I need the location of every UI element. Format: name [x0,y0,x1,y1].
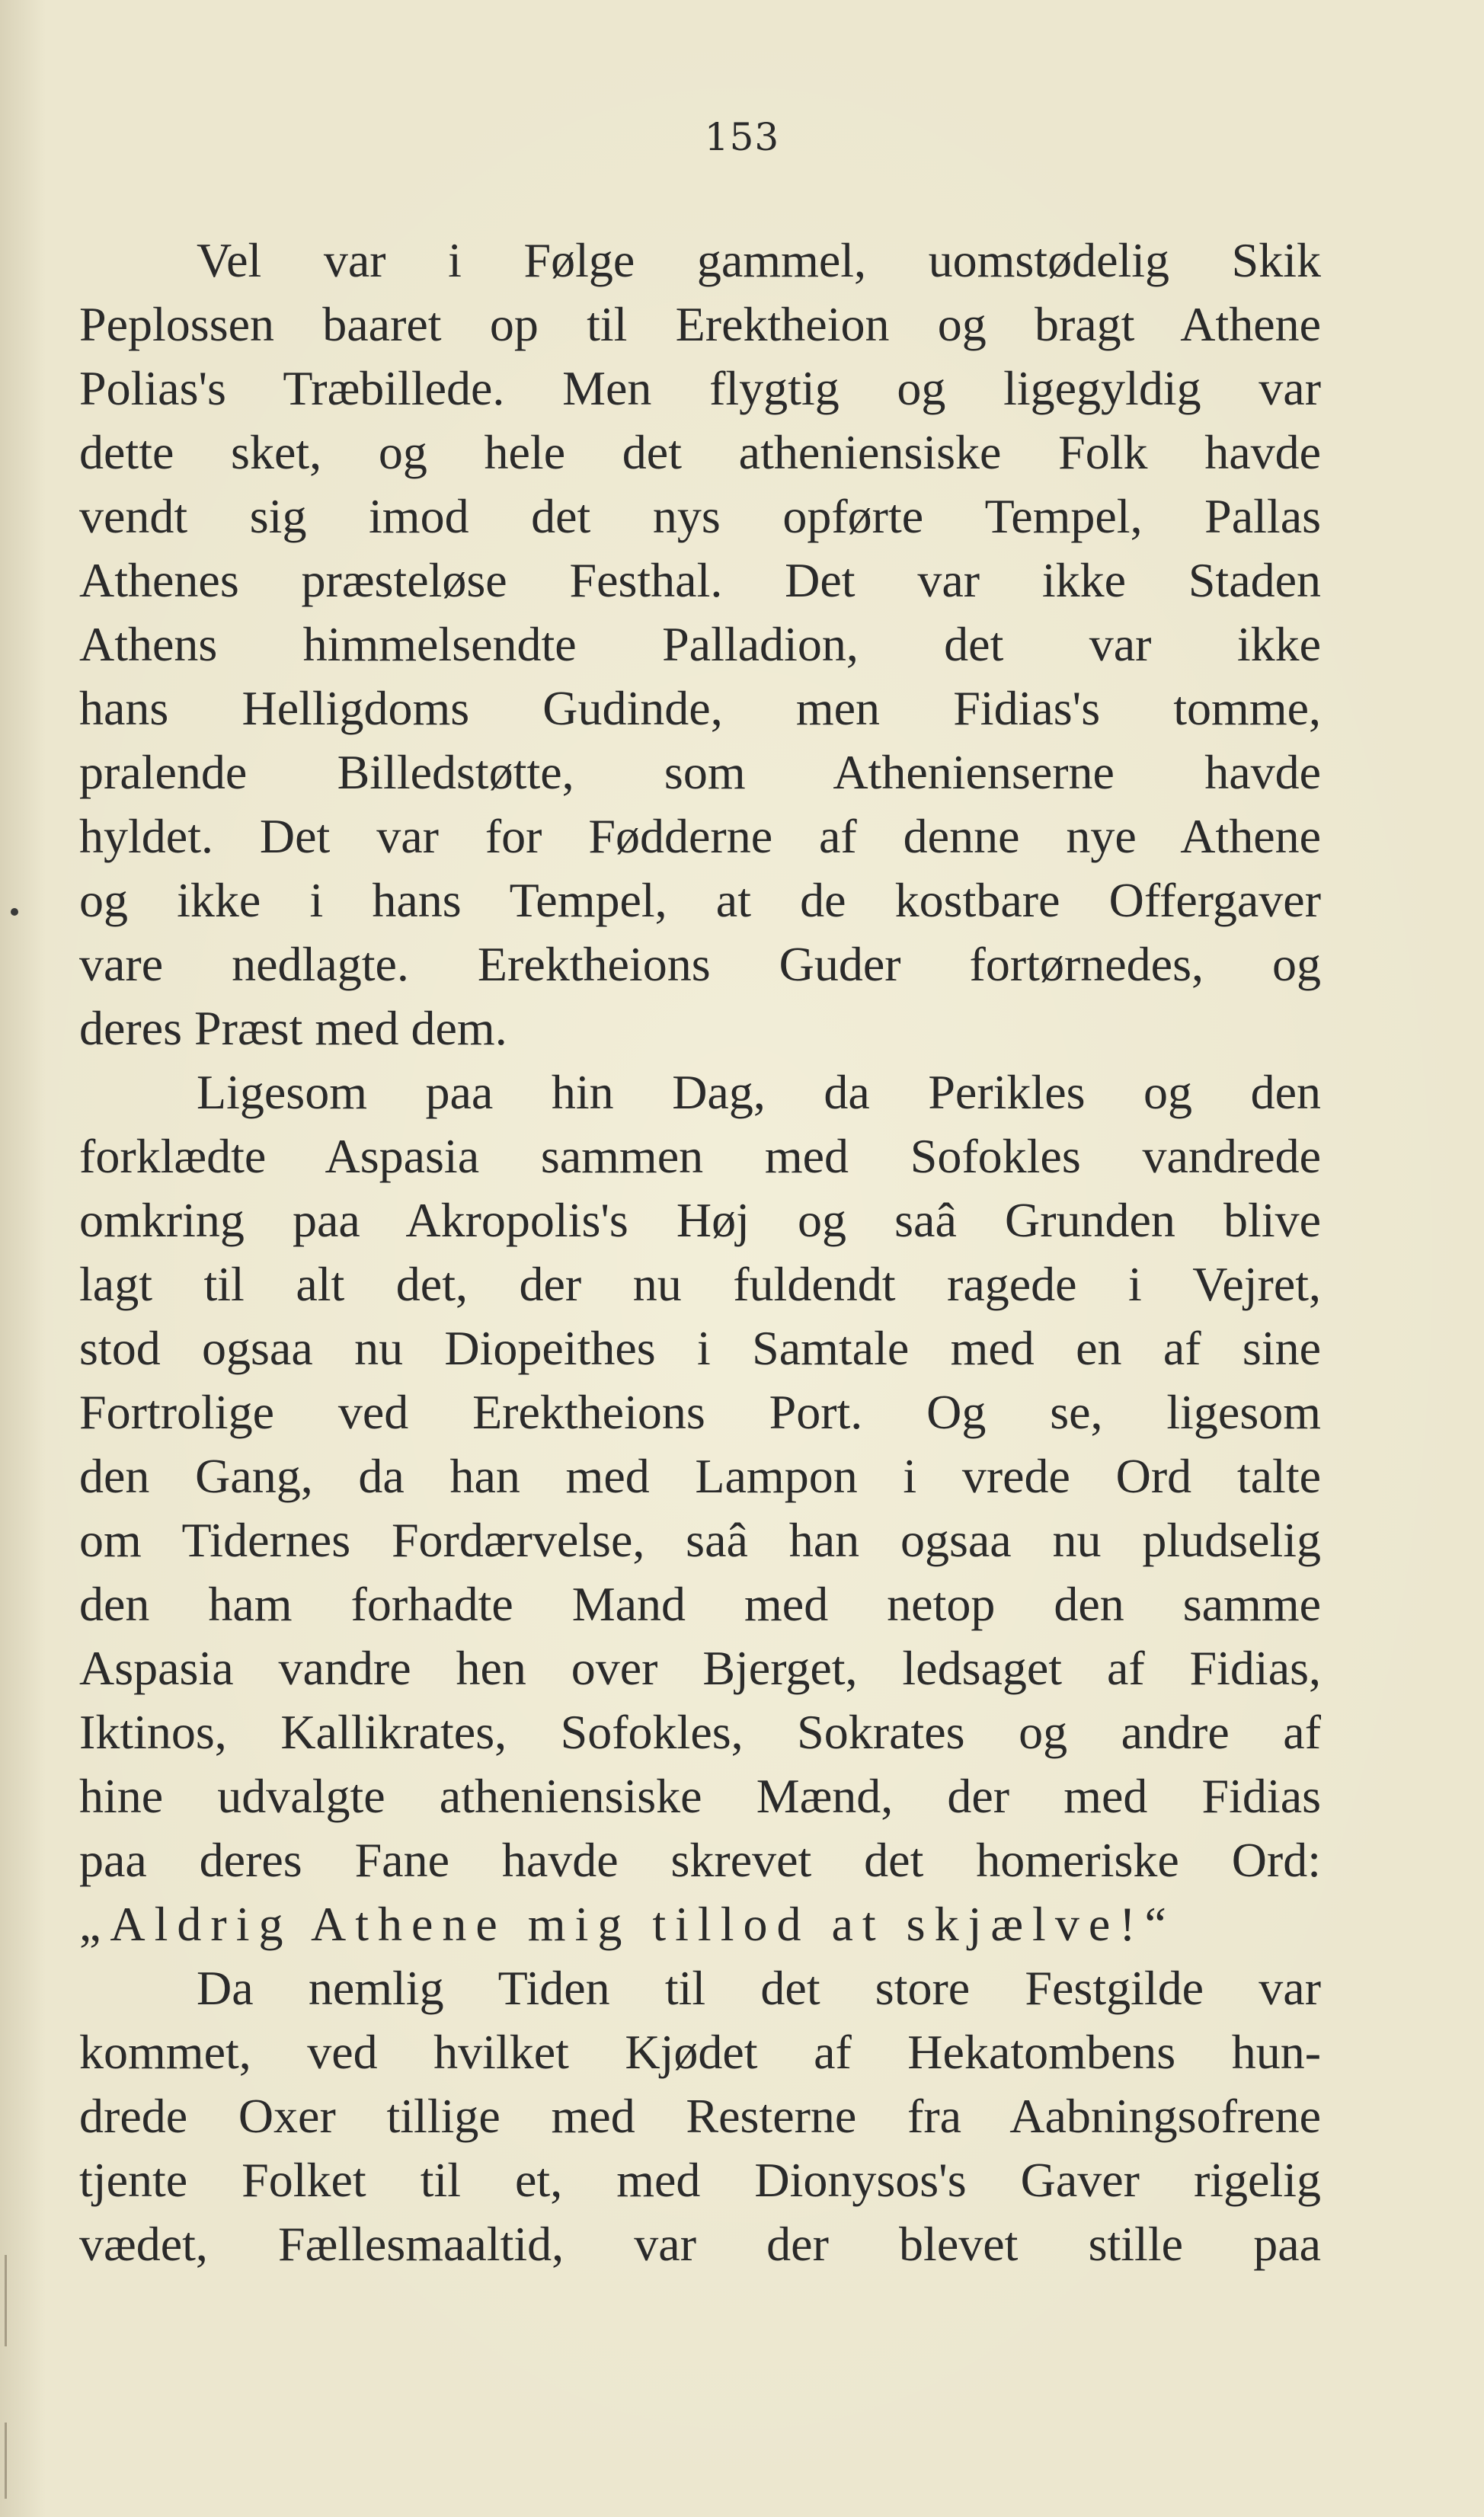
text-line: dette sket, og hele det atheniensiske Folk havde [79,425,1321,479]
text-line: Da nemlig Tiden til det store Festgilde var [197,1961,1321,2015]
page-number: 153 [704,115,780,159]
text-line: Peplossen baaret op til Erektheion og bragt Athene [79,297,1321,351]
text-line: Athenes præsteløse Festhal. Det var ikke Staden [79,553,1321,607]
text-line: kommet, ved hvilket Kjødet af Hekatombens hun- [79,2025,1321,2079]
text-line: vare nedlagte. Erektheions Guder fortørnedes, og [79,937,1321,991]
text-line: tjente Folket til et, med Dionysos's Gaver rigelig [79,2153,1321,2207]
text-line: hans Helligdoms Gudinde, men Fidias's tomme, [79,681,1321,735]
text-line: den Gang, da han med Lampon i vrede Ord talte [79,1449,1321,1503]
text-line: hine udvalgte atheniensiske Mænd, der med Fidias [79,1769,1321,1823]
text-line: om Tidernes Fordærvelse, saâ han ogsaa nu pludselig [79,1513,1321,1567]
text-line: drede Oxer tillige med Resterne fra Aabningsofrene [79,2089,1321,2143]
text-line: „Aldrig Athene mig tillod at skjælve!“ [79,1897,1175,1951]
margin-dot [11,908,18,916]
text-line: Vel var i Følge gammel, uomstødelig Skik [197,233,1321,287]
text-line: hyldet. Det var for Fødderne af denne nye Athene [79,809,1321,863]
page-edge-mark [5,2255,7,2346]
text-line: vædet, Fællesmaaltid, var der blevet stille paa [79,2217,1321,2271]
text-line: pralende Billedstøtte, som Athenienserne havde [79,745,1321,799]
text-line: lagt til alt det, der nu fuldendt ragede i Vejret, [79,1257,1321,1311]
text-line: Athens himmelsendte Palladion, det var ikke [79,617,1321,671]
text-line: stod ogsaa nu Diopeithes i Samtale med en af sine [79,1321,1321,1375]
text-line: den ham forhadte Mand med netop den samme [79,1577,1321,1631]
text-line: deres Præst med dem. [79,1001,507,1055]
page-edge-mark [5,2423,7,2499]
text-line: forklædte Aspasia sammen med Sofokles vandrede [79,1129,1321,1183]
text-line: og ikke i hans Tempel, at de kostbare Offergaver [79,873,1321,927]
text-line: Ligesom paa hin Dag, da Perikles og den [197,1065,1321,1119]
text-line: Aspasia vandre hen over Bjerget, ledsaget af Fidias, [79,1641,1321,1695]
text-line: Fortrolige ved Erektheions Port. Og se, ligesom [79,1385,1321,1439]
text-line: vendt sig imod det nys opførte Tempel, Pallas [79,489,1321,543]
text-line: omkring paa Akropolis's Høj og saâ Grunden blive [79,1193,1321,1247]
text-line: paa deres Fane havde skrevet det homeriske Ord: [79,1833,1321,1887]
text-line: Iktinos, Kallikrates, Sofokles, Sokrates og andre af [79,1705,1321,1759]
text-line: Polias's Træbillede. Men flygtig og ligegyldig var [79,361,1321,415]
